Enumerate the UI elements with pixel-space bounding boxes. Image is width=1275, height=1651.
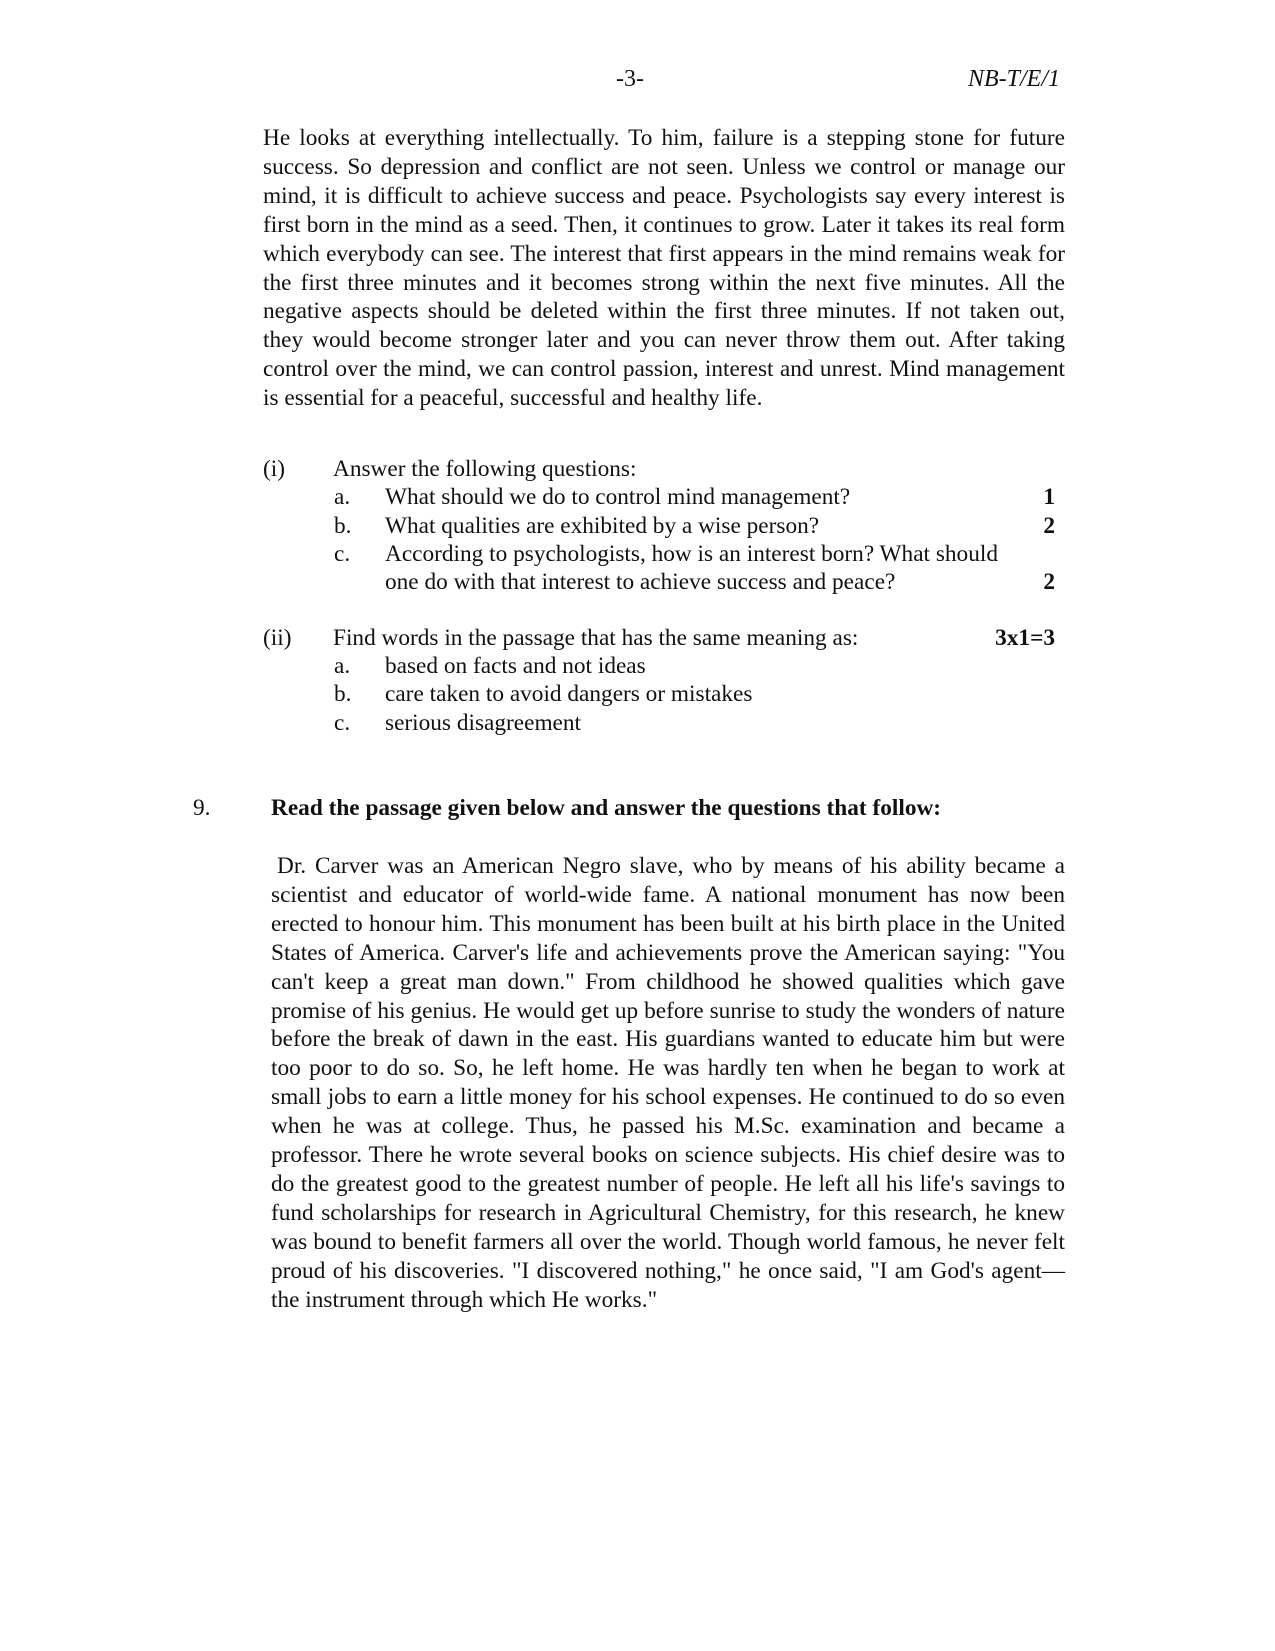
question-text-line-1: According to psychologists, how is an interest born? What should	[385, 541, 998, 567]
word-clue-letter: b.	[334, 681, 352, 707]
passage-paragraph: Dr. Carver was an American Negro slave, who by means of his ability became a scientist and educator of world-wide fame. A national monument has now been erected to honour him. This monument has been built at his birth place in the United States of America. Carver's life and achievements prove the American saying: "You can't keep a great man down." From childhood he showed qualities which gave promise of his genius. He would get up before sunrise to study the wonders of nature before the break of dawn in the east. His guardians wanted to educate him but were too poor to do so. So, he left home. He was hardly ten when he began to work at small jobs to earn a little money for his school expenses. He continued to do so even when he was at college. Thus, he passed his M.Sc. examination and became a professor. There he wrote several books on science subjects. His chief desire was to do the greatest good to the greatest number of people. He left all his life's savings to fund scholarships for research in Agricultural Chemistry, for this research, he knew was bound to benefit farmers all over the world. Though world famous, he never felt proud of his discoveries. "I discovered nothing," he once said, "I am God's agent—the instrument through which He works."	[271, 853, 1065, 1313]
word-clue-text: based on facts and not ideas	[385, 653, 646, 679]
question-marks: 2	[1043, 569, 1055, 595]
question-letter: a.	[334, 484, 351, 510]
section-ii-marks: 3x1=3	[995, 625, 1055, 651]
section-i-label: (i)	[263, 456, 285, 482]
section-ii-heading: Find words in the passage that has the same meaning as:	[333, 625, 859, 651]
question-letter: b.	[334, 513, 352, 539]
word-clue-text: serious disagreement	[385, 710, 582, 736]
word-clue-letter: c.	[334, 710, 351, 736]
question-text: What qualities are exhibited by a wise person?	[385, 513, 820, 539]
question-marks: 2	[1043, 513, 1055, 539]
section-ii-label: (ii)	[263, 625, 292, 651]
question-text-line-2: one do with that interest to achieve success and peace?	[385, 569, 896, 595]
word-clue-letter: a.	[334, 653, 351, 679]
word-clue-text: care taken to avoid dangers or mistakes	[385, 681, 753, 707]
section-i-heading: Answer the following questions:	[333, 456, 637, 482]
passage-paragraph: He looks at everything intellectually. To him, failure is a stepping stone for future success. So depression and conflict are not seen. Unless we control or manage our mind, it is difficult to achieve success and peace. Psychologists say every interest is first born in the mind as a seed. Then, it continues to grow. Later it takes its real form which everybody can see. The interest that first appears in the mind remains weak for the first three minutes and it becomes strong within the next five minutes. All the negative aspects should be deleted within the first three minutes. If not taken out, they would become stronger later and you can never throw them out. After taking control over the mind, we can control passion, interest and unrest. Mind management is essential for a peaceful, successful and healthy life.	[263, 125, 1065, 412]
question-number: 9.	[193, 795, 211, 821]
paper-code: NB-T/E/1	[967, 66, 1060, 92]
question-letter: c.	[334, 541, 351, 567]
page-number: -3-	[616, 66, 644, 92]
question-instruction: Read the passage given below and answer the questions that follow:	[271, 795, 942, 821]
question-text: What should we do to control mind management?	[385, 484, 851, 510]
question-marks: 1	[1043, 484, 1055, 510]
